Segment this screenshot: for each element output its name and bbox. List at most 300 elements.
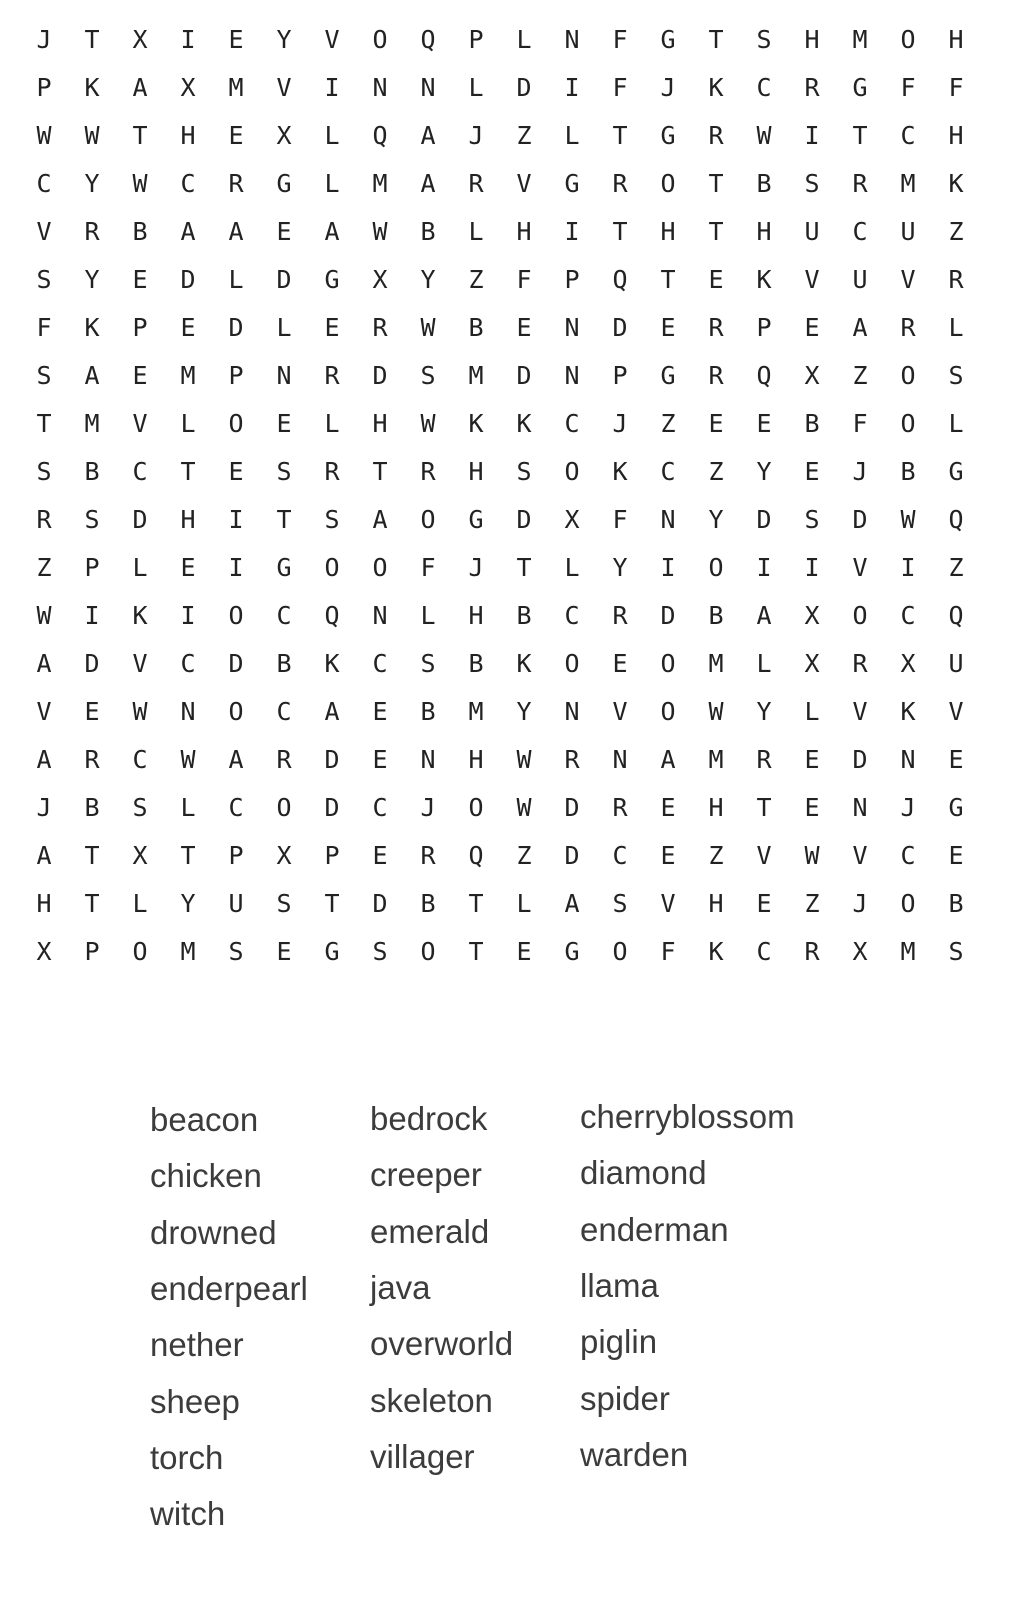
grid-letter[interactable]: C [564,601,580,630]
grid-letter[interactable]: E [276,217,292,246]
grid-letter[interactable]: B [420,217,436,246]
grid-letter[interactable]: R [468,169,484,198]
grid-letter[interactable]: A [36,745,52,774]
grid-letter[interactable]: I [756,553,772,582]
grid-letter[interactable]: C [612,841,628,870]
grid-letter[interactable]: L [276,313,292,342]
grid-letter[interactable]: W [900,505,916,534]
grid-letter[interactable]: R [708,121,724,150]
grid-letter[interactable]: O [612,937,628,966]
grid-letter[interactable]: B [468,313,484,342]
grid-letter[interactable]: A [36,841,52,870]
grid-letter[interactable]: V [852,841,868,870]
grid-letter[interactable]: A [228,217,244,246]
grid-letter[interactable]: P [228,841,244,870]
grid-letter[interactable]: E [372,697,388,726]
grid-letter[interactable]: B [420,697,436,726]
grid-letter[interactable]: N [372,73,388,102]
grid-letter[interactable]: D [516,361,532,390]
grid-letter[interactable]: T [84,841,100,870]
grid-letter[interactable]: S [804,169,820,198]
grid-letter[interactable]: M [900,937,916,966]
grid-letter[interactable]: S [276,889,292,918]
grid-letter[interactable]: X [276,841,292,870]
grid-letter[interactable]: F [516,265,532,294]
grid-letter[interactable]: D [372,361,388,390]
grid-letter[interactable]: P [756,313,772,342]
grid-letter[interactable]: T [180,457,196,486]
grid-letter[interactable]: D [516,505,532,534]
grid-letter[interactable]: E [228,121,244,150]
grid-letter[interactable]: C [900,841,916,870]
grid-letter[interactable]: C [372,649,388,678]
grid-letter[interactable]: V [132,409,148,438]
grid-letter[interactable]: K [756,265,772,294]
grid-letter[interactable]: Z [804,889,820,918]
grid-letter[interactable]: B [276,649,292,678]
grid-letter[interactable]: Y [180,889,196,918]
grid-letter[interactable]: A [420,121,436,150]
grid-letter[interactable]: T [276,505,292,534]
grid-letter[interactable]: C [276,697,292,726]
grid-letter[interactable]: W [180,745,196,774]
grid-letter[interactable]: H [804,25,820,54]
grid-letter[interactable]: R [612,793,628,822]
grid-letter[interactable]: O [900,409,916,438]
grid-letter[interactable]: B [516,601,532,630]
grid-letter[interactable]: R [420,457,436,486]
grid-letter[interactable]: Q [948,505,964,534]
grid-letter[interactable]: D [660,601,676,630]
grid-letter[interactable]: C [132,457,148,486]
grid-letter[interactable]: J [852,889,868,918]
grid-letter[interactable]: S [84,505,100,534]
grid-letter[interactable]: D [84,649,100,678]
grid-letter[interactable]: Y [756,457,772,486]
grid-letter[interactable]: D [228,313,244,342]
grid-letter[interactable]: Q [324,601,340,630]
grid-letter[interactable]: T [852,121,868,150]
grid-letter[interactable]: O [564,457,580,486]
grid-letter[interactable]: N [660,505,676,534]
grid-letter[interactable]: D [372,889,388,918]
grid-letter[interactable]: T [756,793,772,822]
grid-letter[interactable]: N [900,745,916,774]
grid-letter[interactable]: R [84,745,100,774]
grid-letter[interactable]: V [804,265,820,294]
grid-letter[interactable]: C [900,121,916,150]
grid-letter[interactable]: B [84,457,100,486]
grid-letter[interactable]: H [372,409,388,438]
grid-letter[interactable]: S [516,457,532,486]
grid-letter[interactable]: I [180,25,196,54]
grid-letter[interactable]: N [420,73,436,102]
grid-letter[interactable]: M [180,361,196,390]
grid-letter[interactable]: F [36,313,52,342]
grid-letter[interactable]: E [756,409,772,438]
grid-letter[interactable]: F [900,73,916,102]
grid-letter[interactable]: W [804,841,820,870]
grid-letter[interactable]: F [852,409,868,438]
grid-letter[interactable]: L [228,265,244,294]
grid-letter[interactable]: H [660,217,676,246]
grid-letter[interactable]: V [36,217,52,246]
grid-letter[interactable]: T [468,937,484,966]
grid-letter[interactable]: H [180,505,196,534]
grid-letter[interactable]: X [900,649,916,678]
grid-letter[interactable]: S [756,25,772,54]
grid-letter[interactable]: N [852,793,868,822]
grid-letter[interactable]: R [804,937,820,966]
grid-letter[interactable]: E [228,25,244,54]
grid-letter[interactable]: K [516,409,532,438]
grid-letter[interactable]: A [372,505,388,534]
grid-letter[interactable]: L [564,553,580,582]
grid-letter[interactable]: A [36,649,52,678]
grid-letter[interactable]: P [324,841,340,870]
grid-letter[interactable]: Q [420,25,436,54]
grid-letter[interactable]: S [372,937,388,966]
grid-letter[interactable]: W [132,169,148,198]
grid-letter[interactable]: A [324,217,340,246]
grid-letter[interactable]: L [948,313,964,342]
grid-letter[interactable]: V [852,553,868,582]
grid-letter[interactable]: R [852,649,868,678]
grid-letter[interactable]: R [708,361,724,390]
grid-letter[interactable]: E [660,313,676,342]
grid-letter[interactable]: O [228,697,244,726]
grid-letter[interactable]: Y [708,505,724,534]
grid-letter[interactable]: H [708,793,724,822]
grid-letter[interactable]: N [420,745,436,774]
grid-letter[interactable]: E [276,937,292,966]
grid-letter[interactable]: C [660,457,676,486]
grid-letter[interactable]: M [468,361,484,390]
grid-letter[interactable]: V [948,697,964,726]
grid-letter[interactable]: A [756,601,772,630]
grid-letter[interactable]: W [708,697,724,726]
grid-letter[interactable]: G [468,505,484,534]
grid-letter[interactable]: E [948,841,964,870]
grid-letter[interactable]: O [852,601,868,630]
grid-letter[interactable]: V [516,169,532,198]
grid-letter[interactable]: L [756,649,772,678]
grid-letter[interactable]: U [900,217,916,246]
grid-letter[interactable]: S [612,889,628,918]
grid-letter[interactable]: P [228,361,244,390]
grid-letter[interactable]: I [804,121,820,150]
grid-letter[interactable]: N [612,745,628,774]
grid-letter[interactable]: F [948,73,964,102]
grid-letter[interactable]: B [708,601,724,630]
grid-letter[interactable]: N [180,697,196,726]
grid-letter[interactable]: B [804,409,820,438]
grid-letter[interactable]: D [180,265,196,294]
grid-letter[interactable]: A [324,697,340,726]
grid-letter[interactable]: A [420,169,436,198]
grid-letter[interactable]: H [708,889,724,918]
grid-letter[interactable]: G [948,793,964,822]
grid-letter[interactable]: X [132,841,148,870]
grid-letter[interactable]: D [852,505,868,534]
grid-letter[interactable]: Z [948,217,964,246]
grid-letter[interactable]: C [180,649,196,678]
grid-letter[interactable]: Q [756,361,772,390]
grid-letter[interactable]: A [660,745,676,774]
grid-letter[interactable]: J [468,553,484,582]
grid-letter[interactable]: D [324,745,340,774]
grid-letter[interactable]: R [228,169,244,198]
grid-letter[interactable]: J [36,793,52,822]
grid-letter[interactable]: I [804,553,820,582]
grid-letter[interactable]: E [756,889,772,918]
grid-letter[interactable]: K [324,649,340,678]
grid-letter[interactable]: Z [948,553,964,582]
grid-letter[interactable]: A [180,217,196,246]
grid-letter[interactable]: Q [468,841,484,870]
grid-letter[interactable]: O [900,889,916,918]
grid-letter[interactable]: L [516,25,532,54]
grid-letter[interactable]: E [276,409,292,438]
grid-letter[interactable]: L [420,601,436,630]
grid-letter[interactable]: S [228,937,244,966]
grid-letter[interactable]: B [756,169,772,198]
grid-letter[interactable]: S [420,361,436,390]
grid-letter[interactable]: X [36,937,52,966]
grid-letter[interactable]: S [324,505,340,534]
grid-letter[interactable]: F [612,505,628,534]
grid-letter[interactable]: E [948,745,964,774]
grid-letter[interactable]: K [516,649,532,678]
grid-letter[interactable]: Y [420,265,436,294]
grid-letter[interactable]: X [852,937,868,966]
grid-letter[interactable]: Z [36,553,52,582]
grid-letter[interactable]: Q [948,601,964,630]
grid-letter[interactable]: P [36,73,52,102]
grid-letter[interactable]: R [564,745,580,774]
grid-letter[interactable]: T [324,889,340,918]
grid-letter[interactable]: E [804,745,820,774]
grid-letter[interactable]: R [36,505,52,534]
grid-letter[interactable]: C [564,409,580,438]
grid-letter[interactable]: S [132,793,148,822]
grid-letter[interactable]: E [180,313,196,342]
grid-letter[interactable]: B [468,649,484,678]
grid-letter[interactable]: E [660,793,676,822]
grid-letter[interactable]: C [900,601,916,630]
grid-letter[interactable]: D [324,793,340,822]
grid-letter[interactable]: B [84,793,100,822]
grid-letter[interactable]: O [900,25,916,54]
grid-letter[interactable]: V [324,25,340,54]
grid-letter[interactable]: R [84,217,100,246]
grid-letter[interactable]: T [132,121,148,150]
grid-letter[interactable]: U [804,217,820,246]
grid-letter[interactable]: T [84,25,100,54]
grid-letter[interactable]: E [84,697,100,726]
grid-letter[interactable]: H [948,25,964,54]
grid-letter[interactable]: J [468,121,484,150]
grid-letter[interactable]: Y [756,697,772,726]
grid-letter[interactable]: S [804,505,820,534]
grid-letter[interactable]: Y [612,553,628,582]
grid-letter[interactable]: L [324,409,340,438]
grid-letter[interactable]: D [276,265,292,294]
grid-letter[interactable]: D [612,313,628,342]
grid-letter[interactable]: D [132,505,148,534]
grid-letter[interactable]: V [756,841,772,870]
grid-letter[interactable]: M [900,169,916,198]
grid-letter[interactable]: H [756,217,772,246]
grid-letter[interactable]: X [804,361,820,390]
grid-letter[interactable]: V [900,265,916,294]
grid-letter[interactable]: K [84,73,100,102]
grid-letter[interactable]: B [132,217,148,246]
grid-letter[interactable]: U [852,265,868,294]
grid-letter[interactable]: R [324,361,340,390]
grid-letter[interactable]: T [84,889,100,918]
grid-letter[interactable]: E [516,937,532,966]
grid-letter[interactable]: L [132,553,148,582]
grid-letter[interactable]: I [84,601,100,630]
grid-letter[interactable]: L [468,217,484,246]
grid-letter[interactable]: G [660,361,676,390]
grid-letter[interactable]: N [372,601,388,630]
grid-letter[interactable]: L [180,409,196,438]
grid-letter[interactable]: T [660,265,676,294]
grid-letter[interactable]: V [612,697,628,726]
grid-letter[interactable]: G [660,25,676,54]
grid-letter[interactable]: H [36,889,52,918]
grid-letter[interactable]: E [516,313,532,342]
grid-letter[interactable]: W [756,121,772,150]
grid-letter[interactable]: T [612,217,628,246]
grid-letter[interactable]: G [276,169,292,198]
grid-letter[interactable]: K [900,697,916,726]
grid-letter[interactable]: V [36,697,52,726]
grid-letter[interactable]: C [276,601,292,630]
grid-letter[interactable]: G [564,937,580,966]
grid-letter[interactable]: W [84,121,100,150]
grid-letter[interactable]: T [516,553,532,582]
grid-letter[interactable]: R [948,265,964,294]
grid-letter[interactable]: O [660,169,676,198]
grid-letter[interactable]: U [948,649,964,678]
grid-letter[interactable]: V [852,697,868,726]
grid-letter[interactable]: O [372,553,388,582]
grid-letter[interactable]: I [324,73,340,102]
grid-letter[interactable]: B [948,889,964,918]
grid-letter[interactable]: A [852,313,868,342]
grid-letter[interactable]: W [516,745,532,774]
grid-letter[interactable]: F [612,73,628,102]
grid-letter[interactable]: A [564,889,580,918]
grid-letter[interactable]: T [36,409,52,438]
grid-letter[interactable]: S [36,457,52,486]
grid-letter[interactable]: O [660,649,676,678]
grid-letter[interactable]: X [564,505,580,534]
grid-letter[interactable]: L [180,793,196,822]
grid-letter[interactable]: O [420,505,436,534]
grid-letter[interactable]: K [708,937,724,966]
grid-letter[interactable]: L [564,121,580,150]
grid-letter[interactable]: Q [612,265,628,294]
grid-letter[interactable]: O [228,409,244,438]
grid-letter[interactable]: G [324,265,340,294]
grid-letter[interactable]: Y [276,25,292,54]
grid-letter[interactable]: B [420,889,436,918]
grid-letter[interactable]: X [180,73,196,102]
grid-letter[interactable]: E [804,457,820,486]
grid-letter[interactable]: D [852,745,868,774]
grid-letter[interactable]: N [564,25,580,54]
grid-letter[interactable]: L [324,169,340,198]
grid-letter[interactable]: O [420,937,436,966]
grid-letter[interactable]: E [228,457,244,486]
grid-letter[interactable]: X [804,601,820,630]
grid-letter[interactable]: E [708,409,724,438]
grid-letter[interactable]: R [324,457,340,486]
grid-letter[interactable]: R [276,745,292,774]
grid-letter[interactable]: W [36,601,52,630]
grid-letter[interactable]: J [660,73,676,102]
grid-letter[interactable]: L [948,409,964,438]
grid-letter[interactable]: Y [84,265,100,294]
grid-letter[interactable]: M [228,73,244,102]
grid-letter[interactable]: H [516,217,532,246]
grid-letter[interactable]: E [708,265,724,294]
grid-letter[interactable]: S [948,361,964,390]
grid-letter[interactable]: K [468,409,484,438]
grid-letter[interactable]: R [852,169,868,198]
grid-letter[interactable]: E [180,553,196,582]
grid-letter[interactable]: Z [708,841,724,870]
grid-letter[interactable]: T [180,841,196,870]
grid-letter[interactable]: I [660,553,676,582]
grid-letter[interactable]: P [84,937,100,966]
grid-letter[interactable]: D [516,73,532,102]
grid-letter[interactable]: G [660,121,676,150]
grid-letter[interactable]: O [372,25,388,54]
grid-letter[interactable]: C [756,937,772,966]
grid-letter[interactable]: S [948,937,964,966]
grid-letter[interactable]: W [420,409,436,438]
grid-letter[interactable]: T [372,457,388,486]
grid-letter[interactable]: F [420,553,436,582]
grid-letter[interactable]: I [564,73,580,102]
grid-letter[interactable]: B [900,457,916,486]
grid-letter[interactable]: W [372,217,388,246]
grid-letter[interactable]: J [852,457,868,486]
grid-letter[interactable]: X [132,25,148,54]
grid-letter[interactable]: M [180,937,196,966]
grid-letter[interactable]: P [612,361,628,390]
grid-letter[interactable]: A [84,361,100,390]
grid-letter[interactable]: C [132,745,148,774]
grid-letter[interactable]: N [564,313,580,342]
grid-letter[interactable]: M [852,25,868,54]
grid-letter[interactable]: K [948,169,964,198]
grid-letter[interactable]: A [132,73,148,102]
grid-letter[interactable]: G [324,937,340,966]
grid-letter[interactable]: H [468,457,484,486]
grid-letter[interactable]: I [228,505,244,534]
grid-letter[interactable]: I [228,553,244,582]
grid-letter[interactable]: V [132,649,148,678]
grid-letter[interactable]: O [900,361,916,390]
grid-letter[interactable]: E [132,361,148,390]
grid-letter[interactable]: W [516,793,532,822]
